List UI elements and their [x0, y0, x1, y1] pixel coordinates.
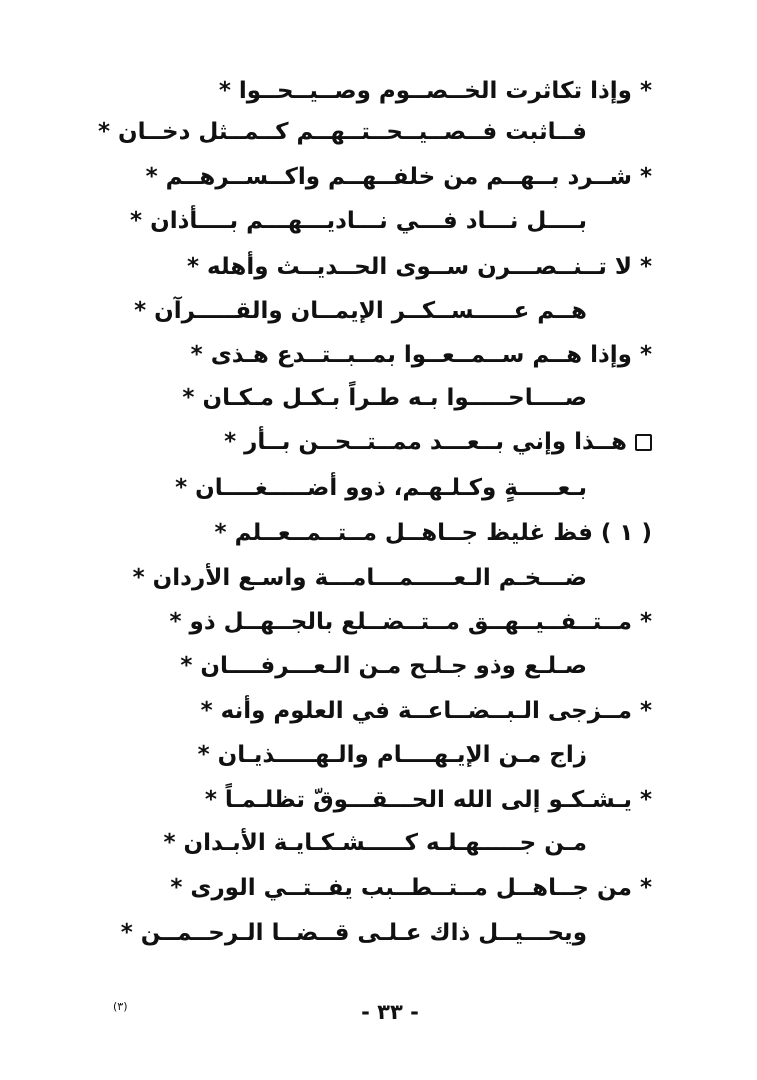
verse-line-17: * يـشـكـو إلى الله الحـــقـــوقّ تظلـمـاً * [204, 787, 652, 813]
verse-line-15: * مــزجى الـبــضــاعــة في العلوم وأنه * [200, 698, 652, 724]
verse-line-8: صــــاحـــــوا بـه طـراً بـكـل مـكـان * [182, 385, 587, 411]
verse-line-14: صـلـع وذو جـلـح مـن الـعـــرفــــان * [180, 653, 587, 679]
verse-line-5: * لا تــنــصـــرن ســوى الحــديــث وأهله * [187, 254, 652, 280]
page-mark: (٣) [113, 1000, 128, 1013]
verse-line-10: بـعـــــةٍ وكـلـهـم، ذوو أضـــــغــــان * [175, 475, 587, 501]
verse-line-9 [224, 427, 652, 457]
verse-line-9-text: هــذا وإني بــعـــد ممــتــحــن بــأر * [224, 429, 627, 455]
verse-line-11: ( ١ ) فظ غليظ جــاهــل مــتــمــعــلم * [214, 520, 652, 546]
verse-line-7: * وإذا هــم ســمــعــوا بمــبــتــدع هـذى * [190, 342, 652, 368]
verse-line-18: مـن جـــــهـلـه كـــــشـكـايـة الأبـدان * [163, 830, 587, 856]
verse-line-20: ويحـــيــل ذاك عـلـى قــضــا الـرحــمــن * [120, 920, 587, 946]
verse-line-1: * وإذا تكاثرت الخــصــوم وصــيــحــوا * [218, 78, 652, 104]
verse-line-16: زاج مـن الإيـهــــام والـهـــــذيـان * [197, 742, 587, 768]
verse-line-2: فــاثبت فــصــيــحــتــهــم كــمــثل دخــان * [97, 119, 587, 145]
verse-line-3: * شــرد بــهــم من خلفــهــم واكــســرهــم * [145, 164, 652, 190]
verse-line-12: ضـــخـم الـعـــــمـــامـــة واسـع الأردان * [132, 565, 587, 591]
verse-line-6: هــم عـــــســكــر الإيمــان والقـــــرآن * [134, 298, 587, 324]
square-bullet-icon [635, 434, 652, 451]
verse-line-4: بــــل نـــاد فـــي نـــاديـــهـــم بــــأذان * [130, 208, 587, 234]
verse-line-13: * مــتــفــيــهــق مــتــضــلع بالجــهــل ذو * [169, 609, 652, 635]
page-number: - ٣٣ - [361, 1000, 419, 1024]
verse-line-19: * من جــاهــل مــتــطــبب يفــتــي الورى * [170, 875, 652, 901]
